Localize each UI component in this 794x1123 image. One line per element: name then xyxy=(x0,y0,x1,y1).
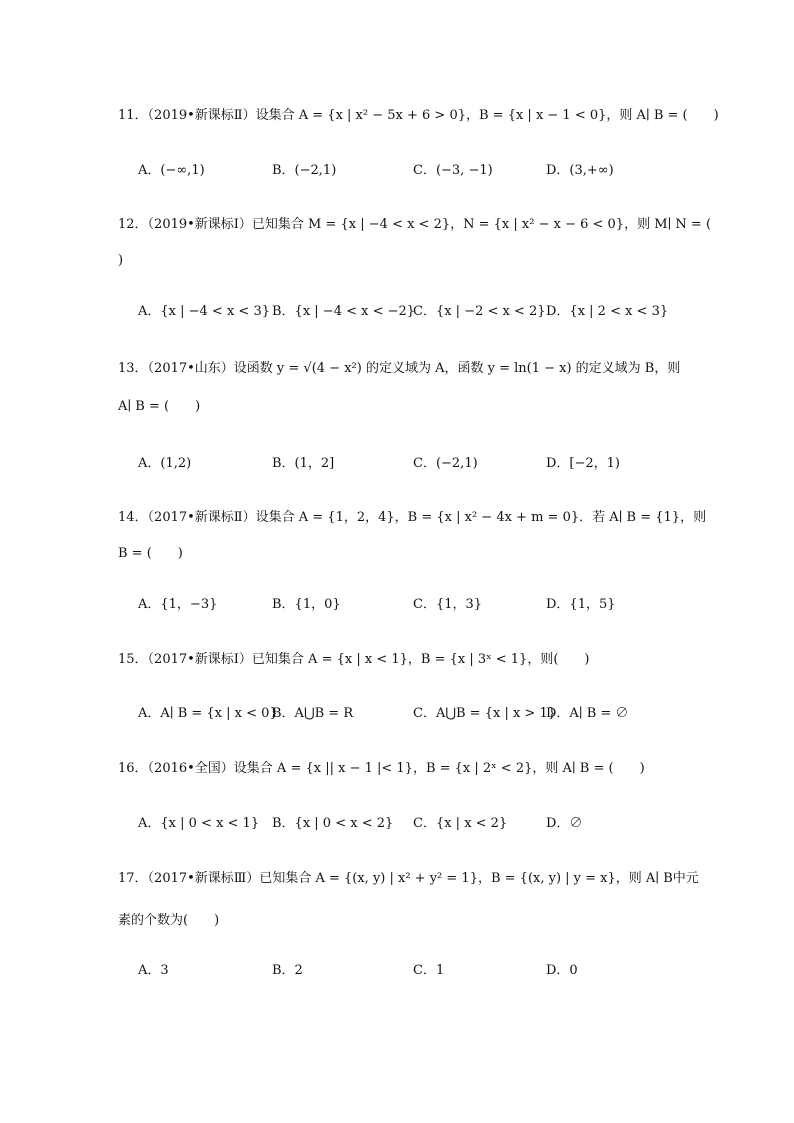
option-b: B．{x | 0 < x < 2} xyxy=(272,816,394,831)
option-b: B．2 xyxy=(272,963,303,978)
question-17-stem: 17．（2017•新课标Ⅲ）已知集合 A = {(x, y) | x² + y² = 1}，B = {(x, y) | y = x}，则 A∣ B中元 xyxy=(118,871,699,886)
option-b: B．{x | −4 < x < −2} xyxy=(272,304,416,319)
option-d: D．A∣ B = ∅ xyxy=(546,706,629,721)
question-16-stem: 16．（2016•全国）设集合 A = {x || x − 1 |< 1}，B = {x | 2ˣ < 2}，则 A∣ B = ( ) xyxy=(118,761,645,776)
question-14-stem-cont: B = ( ) xyxy=(118,546,183,561)
question-12-options xyxy=(138,303,718,321)
option-a: A．(1,2) xyxy=(138,456,192,471)
option-a: A．{1，−3} xyxy=(138,597,218,612)
option-b: B．(1，2] xyxy=(272,456,335,471)
option-c: C．1 xyxy=(413,963,445,978)
option-b: B．A⋃B = R xyxy=(272,706,354,721)
question-11-options xyxy=(138,162,718,180)
option-a: A．{x | −4 < x < 3} xyxy=(138,304,270,319)
option-c: C．{x | −2 < x < 2} xyxy=(413,304,546,319)
option-a: A．3 xyxy=(138,963,169,978)
option-b: B．{1，0} xyxy=(272,597,341,612)
question-11-stem: 11．（2019•新课标Ⅱ）设集合 A = {x | x² − 5x + 6 > 0}，B = {x | x − 1 < 0}，则 A∣ B = ( ) xyxy=(118,108,719,123)
option-d: D．∅ xyxy=(546,816,583,831)
option-b: B．(−2,1) xyxy=(272,163,337,178)
option-c: C．(−2,1) xyxy=(413,456,478,471)
option-a: A．(−∞,1) xyxy=(138,163,205,178)
option-a: A．{x | 0 < x < 1} xyxy=(138,816,260,831)
question-15-stem: 15．（2017•新课标Ⅰ）已知集合 A = {x | x < 1}，B = {x | 3ˣ < 1}，则( ) xyxy=(118,652,590,667)
option-c: C．{1，3} xyxy=(413,597,483,612)
question-13-stem: 13．（2017•山东）设函数 y = √(4 − x²) 的定义域为 A，函数 y = ln(1 − x) 的定义域为 B，则 xyxy=(118,361,681,376)
option-a: A．A∣ B = {x | x < 0} xyxy=(138,706,278,721)
question-14-options xyxy=(138,596,718,614)
option-c: C．{x | x < 2} xyxy=(413,816,508,831)
question-12-stem-cont: ) xyxy=(118,253,124,268)
question-17-stem-cont: 素的个数为( ) xyxy=(118,913,220,928)
question-12-stem: 12．（2019•新课标Ⅰ）已知集合 M = {x | −4 < x < 2}，N = {x | x² − x − 6 < 0}，则 M∣ N = ( xyxy=(118,217,712,232)
option-d: D．(3,+∞) xyxy=(546,163,614,178)
question-15-options xyxy=(138,705,718,723)
option-d: D．[−2，1) xyxy=(546,456,621,471)
question-13-stem-cont: A∣ B = ( ) xyxy=(118,399,201,414)
option-c: C．(−3, −1) xyxy=(413,163,493,178)
question-13-options xyxy=(138,455,718,473)
option-d: D．0 xyxy=(546,963,578,978)
option-c: C．A⋃B = {x | x > 1} xyxy=(413,706,556,721)
question-16-options xyxy=(138,815,718,833)
option-d: D．{x | 2 < x < 3} xyxy=(546,304,669,319)
question-17-options xyxy=(138,962,718,980)
question-14-stem: 14．（2017•新课标Ⅱ）设集合 A = {1，2，4}，B = {x | x² − 4x + m = 0}．若 A∣ B = {1}，则 xyxy=(118,510,707,525)
option-d: D．{1，5} xyxy=(546,597,616,612)
